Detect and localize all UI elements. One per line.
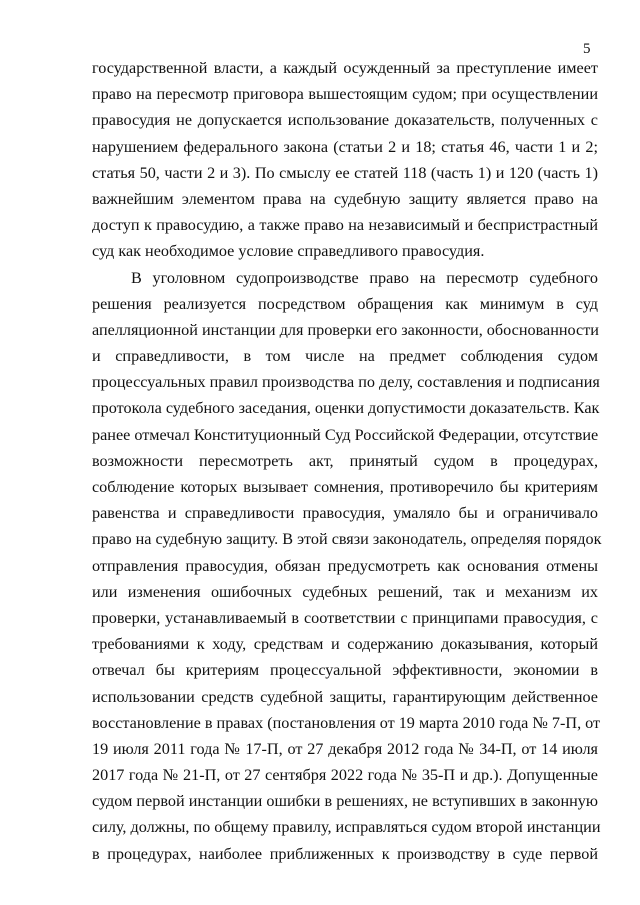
page-number: 5 [583,41,591,57]
text-line: требованиями к ходу, средствам и содержанию доказывания, который [92,635,598,654]
text-line: отвечал бы критериям процессуальной эффективности, экономии в [92,661,598,680]
text-line: государственной власти, а каждый осужденный за преступление имеет [92,59,598,77]
text-line: возможности пересмотреть акт, принятый судом в процедурах, [92,451,598,470]
paragraph [92,55,598,265]
text-line: право на пересмотр приговора вышестоящим судом; при осуществлении [92,85,598,104]
text-line: ранее отмечал Конституционный Суд Российской Федерации, отсутствие [92,425,599,444]
paragraph [92,265,602,867]
text-line: процессуальных правил производства по делу, составления и подписания [92,373,600,392]
text-line: восстановление в правах (постановления от 19 марта 2010 года № 7-П, от [92,713,601,732]
text-line: суд как необходимое условие справедливого правосудия. [92,242,485,261]
text-line: и справедливости, в том числе на предмет соблюдения судом [92,347,598,366]
text-line: статья 50, части 2 и 3). По смыслу ее статей 118 (часть 1) и 120 (часть 1) [92,163,598,182]
text-line: соблюдение которых вызывает сомнения, противоречило бы критериям [92,478,598,496]
text-line: правосудия не допускается использование доказательств, полученных с [92,111,598,130]
text-line: решения реализуется посредством обращения как минимум в суд [92,294,598,313]
text-line: использовании средств судебной защиты, гарантирующим действенное [92,687,598,706]
text-line: судом первой инстанции ошибки в решениях, не вступивших в законную [92,792,598,811]
text-line: или изменения ошибочных судебных решений, так и механизм их [92,582,598,601]
text-line: отправления правосудия, обязан предусмотреть как основания отмены [92,556,598,575]
text-line: силу, должны, по общему правилу, исправляться судом второй инстанции [92,818,601,837]
text-line: в процедурах, наиболее приближенных к производству в суде первой [92,844,598,863]
text-line: апелляционной инстанции для проверки его законности, обоснованности [92,320,599,339]
text-line: протокола судебного заседания, оценки допустимости доказательств. Как [92,399,600,418]
document-body [92,55,602,867]
text-line: доступ к правосудию, а также право на независимый и беспристрастный [92,216,598,235]
text-line: право на судебную защиту. В этой связи законодатель, определяя порядок [92,530,602,549]
text-line: В уголовном судопроизводстве право на пересмотр судебного [131,268,598,287]
text-line: нарушением федерального закона (статьи 2 и 18; статья 46, части 1 и 2; [92,137,598,156]
text-line: 19 июля 2011 года № 17-П, от 27 декабря 2012 года № 34-П, от 14 июля [92,739,598,758]
text-line: 2017 года № 21-П, от 27 сентября 2022 года № 35-П и др.). Допущенные [92,766,598,785]
text-line: проверки, устанавливаемый в соответствии с принципами правосудия, с [92,608,598,627]
text-line: важнейшим элементом права на судебную защиту является право на [92,189,598,208]
text-line: равенства и справедливости правосудия, умаляло бы и ограничивало [92,504,598,523]
